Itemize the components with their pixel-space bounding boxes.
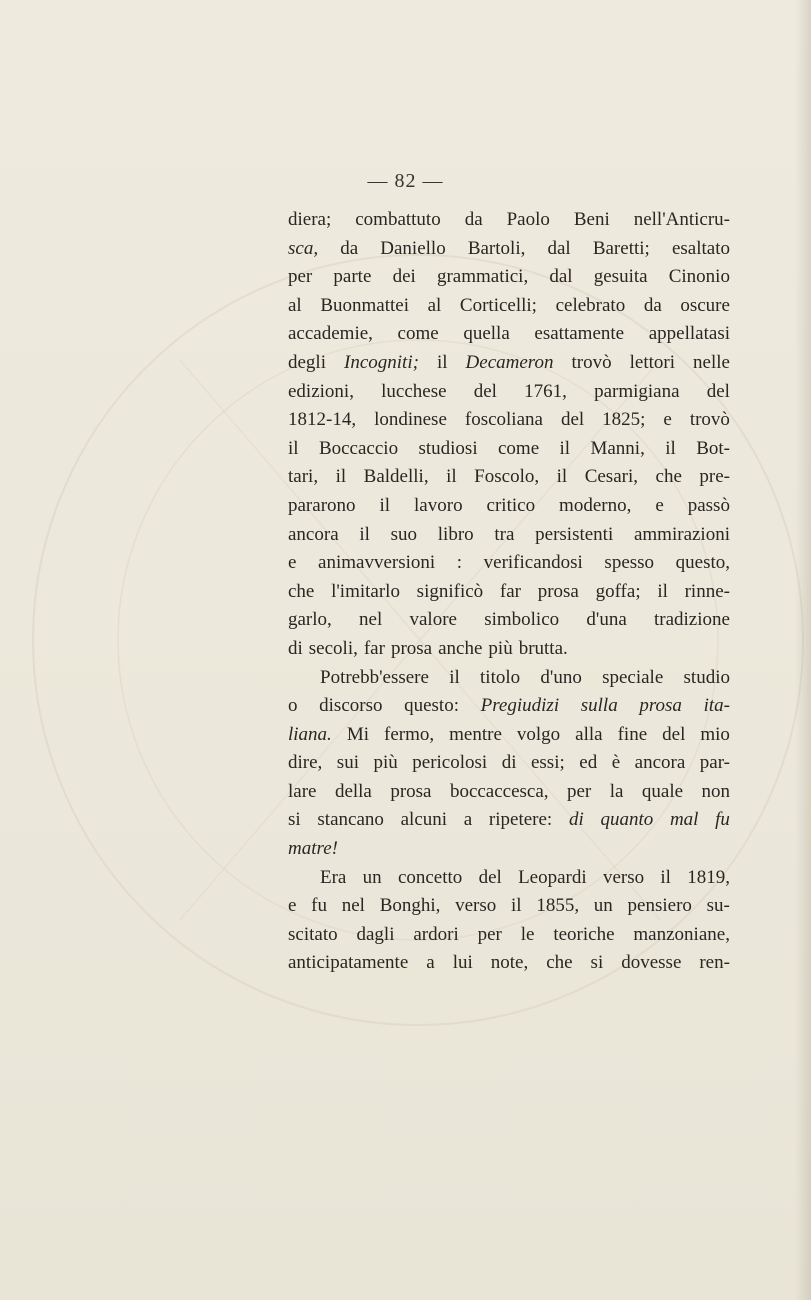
text-line: ancora il suo libro tra persistenti ammirazioni — [288, 523, 730, 545]
text-line: per parte dei grammatici, dal gesuita Cinonio — [288, 266, 730, 288]
text-line: 1812-14, londinese foscoliana del 1825; e trovò — [288, 409, 730, 431]
page-edge-shadow — [795, 0, 811, 1300]
text-line: garlo, nel valore simbolico d'una tradizione — [288, 609, 730, 631]
text-line: liana. Mi fermo, mentre volgo alla fine del mio — [288, 723, 730, 745]
text-line: al Buonmattei al Corticelli; celebrato da oscure — [288, 294, 730, 316]
text-line: tari, il Baldelli, il Foscolo, il Cesari, che pre- — [288, 466, 730, 488]
text-line: edizioni, lucchese del 1761, parmigiana del — [288, 380, 730, 402]
paragraph-1 — [288, 206, 730, 664]
text-line: anticipatamente a lui note, che si dovesse ren- — [288, 952, 730, 974]
paragraph-3 — [288, 864, 730, 978]
text-line: e animavversioni : verificandosi spesso questo, — [288, 552, 730, 574]
text-line: lare della prosa boccaccesca, per la quale non — [288, 780, 730, 802]
text-line: che l'imitarlo significò far prosa goffa; il rinne- — [288, 580, 730, 602]
text-line: o discorso questo: Pregiudizi sulla prosa ita- — [288, 695, 730, 717]
text-line: sca, da Daniello Bartoli, dal Baretti; esaltato — [288, 237, 730, 259]
page-number: — 82 — — [367, 170, 444, 192]
text-line: dire, sui più pericolosi di essi; ed è ancora par- — [288, 752, 730, 774]
text-line: diera; combattuto da Paolo Beni nell'Anticru- — [288, 209, 730, 230]
text-line: matre! — [288, 838, 338, 860]
text-line: si stancano alcuni a ripetere: di quanto mal fu — [288, 809, 730, 831]
paragraph-2 — [288, 664, 730, 864]
text-line: di secoli, far prosa anche più brutta. — [288, 637, 568, 659]
text-line: Era un concetto del Leopardi verso il 1819, — [320, 866, 730, 888]
text-line: degli Incogniti; il Decameron trovò lettori nelle — [288, 351, 730, 373]
text-line: Potrebb'essere il titolo d'uno speciale studio — [320, 666, 730, 688]
text-line: pararono il lavoro critico moderno, e passò — [288, 494, 730, 516]
body-text — [288, 206, 730, 978]
text-line: accademie, come quella esattamente appellatasi — [288, 323, 730, 345]
text-line: e fu nel Bonghi, verso il 1855, un pensiero su- — [288, 895, 730, 917]
text-line: il Boccaccio studiosi come il Manni, il Bot- — [288, 437, 730, 459]
text-line: scitato dagli ardori per le teoriche manzoniane, — [288, 923, 730, 945]
